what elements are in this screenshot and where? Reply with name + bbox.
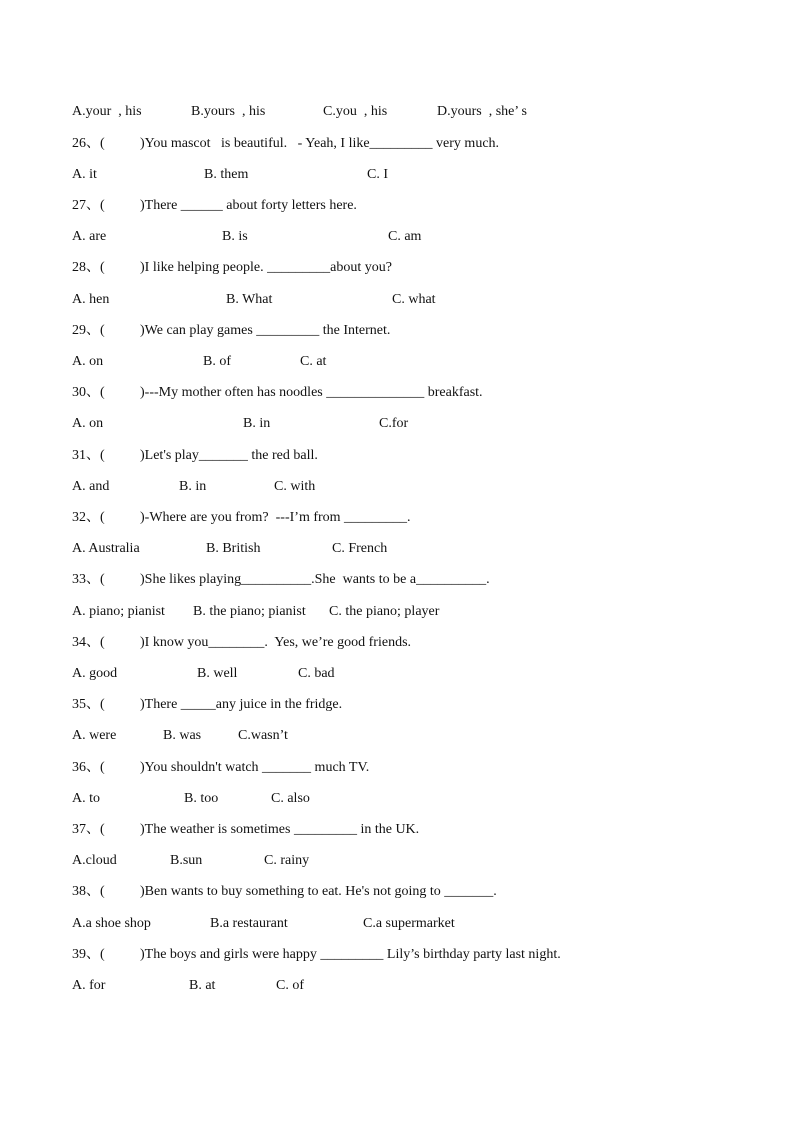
option-c: C. what bbox=[392, 292, 436, 307]
question-36 bbox=[72, 758, 370, 778]
option-c: C. of bbox=[276, 978, 304, 993]
question-number: 30、( bbox=[72, 385, 105, 400]
question-number: 39、( bbox=[72, 947, 105, 962]
question-number: 37、( bbox=[72, 822, 105, 837]
question-text: )There ______ about forty letters here. bbox=[140, 198, 357, 213]
question-39 bbox=[72, 945, 561, 965]
option-c: C. I bbox=[367, 167, 388, 182]
options-row bbox=[72, 227, 422, 247]
options-row bbox=[72, 165, 388, 185]
question-27 bbox=[72, 196, 357, 216]
question-text: )There _____any juice in the fridge. bbox=[140, 697, 343, 712]
option-a: A. to bbox=[72, 791, 100, 806]
option-a: A. on bbox=[72, 416, 104, 431]
option-c: C. also bbox=[271, 791, 310, 806]
option-b: B.yours , his bbox=[191, 104, 266, 119]
option-c: C.you , his bbox=[323, 104, 388, 119]
question-text: )I know you________. Yes, we’re good friends. bbox=[140, 635, 412, 650]
option-c: C.wasn’t bbox=[238, 728, 288, 743]
option-a: A. for bbox=[72, 978, 106, 993]
option-b: B. in bbox=[243, 416, 271, 431]
option-b: B. was bbox=[163, 728, 202, 743]
option-a: A. hen bbox=[72, 292, 110, 307]
question-text: )You mascot is beautiful. - Yeah, I like_________ very much. bbox=[140, 136, 500, 151]
question-text: )She likes playing__________.She wants to be a__________. bbox=[140, 572, 490, 587]
option-a: A. piano; pianist bbox=[72, 604, 165, 619]
option-a: A.cloud bbox=[72, 853, 117, 868]
question-text: )Let's play_______ the red ball. bbox=[140, 448, 318, 463]
question-37 bbox=[72, 820, 420, 840]
option-b: B. in bbox=[179, 479, 207, 494]
options-row bbox=[72, 539, 388, 559]
question-number: 32、( bbox=[72, 510, 105, 525]
option-b: B.sun bbox=[170, 853, 203, 868]
question-30 bbox=[72, 383, 483, 403]
option-a: A. are bbox=[72, 229, 107, 244]
options-row bbox=[72, 664, 335, 684]
question-34 bbox=[72, 633, 412, 653]
option-b: B. at bbox=[189, 978, 216, 993]
question-32 bbox=[72, 508, 411, 528]
options-row bbox=[72, 414, 409, 434]
options-row bbox=[72, 914, 455, 934]
question-35 bbox=[72, 695, 343, 715]
question-text: )We can play games _________ the Internet. bbox=[140, 323, 391, 338]
option-c: C. with bbox=[274, 479, 316, 494]
options-row bbox=[72, 290, 436, 310]
question-text: )The weather is sometimes _________ in the UK. bbox=[140, 822, 420, 837]
option-a: A.your , his bbox=[72, 104, 142, 119]
option-c: C. the piano; player bbox=[329, 604, 440, 619]
option-c: C. at bbox=[300, 354, 327, 369]
question-38 bbox=[72, 882, 497, 902]
question-31 bbox=[72, 446, 318, 466]
question-number: 33、( bbox=[72, 572, 105, 587]
question-number: 26、( bbox=[72, 136, 105, 151]
option-a: A. good bbox=[72, 666, 118, 681]
option-a: A.a shoe shop bbox=[72, 916, 151, 931]
option-a: A. Australia bbox=[72, 541, 140, 556]
question-28 bbox=[72, 258, 392, 278]
option-c: C.for bbox=[379, 416, 409, 431]
question-33 bbox=[72, 570, 490, 590]
question-text: )-Where are you from? ---I’m from _________. bbox=[140, 510, 411, 525]
question-text: )I like helping people. _________about you? bbox=[140, 260, 392, 275]
options-row bbox=[72, 602, 440, 622]
question-number: 35、( bbox=[72, 697, 105, 712]
options-row bbox=[72, 102, 527, 122]
option-b: B. the piano; pianist bbox=[193, 604, 306, 619]
options-row bbox=[72, 976, 304, 996]
options-row bbox=[72, 789, 310, 809]
question-text: )Ben wants to buy something to eat. He's not going to _______. bbox=[140, 884, 497, 899]
option-b: B.a restaurant bbox=[210, 916, 288, 931]
option-c: C. French bbox=[332, 541, 388, 556]
option-c: C.a supermarket bbox=[363, 916, 455, 931]
options-row bbox=[72, 477, 316, 497]
options-row bbox=[72, 352, 327, 372]
question-number: 29、( bbox=[72, 323, 105, 338]
question-number: 28、( bbox=[72, 260, 105, 275]
question-text: )You shouldn't watch _______ much TV. bbox=[140, 760, 370, 775]
option-b: B. them bbox=[204, 167, 249, 182]
question-text: )---My mother often has noodles ______________ breakfast. bbox=[140, 385, 483, 400]
option-b: B. is bbox=[222, 229, 248, 244]
question-number: 36、( bbox=[72, 760, 105, 775]
option-b: B. British bbox=[206, 541, 261, 556]
question-number: 27、( bbox=[72, 198, 105, 213]
options-row bbox=[72, 851, 310, 871]
option-c: C. rainy bbox=[264, 853, 310, 868]
question-number: 34、( bbox=[72, 635, 105, 650]
question-number: 38、( bbox=[72, 884, 105, 899]
option-b: B. too bbox=[184, 791, 219, 806]
option-c: C. am bbox=[388, 229, 422, 244]
question-29 bbox=[72, 321, 391, 341]
option-c: C. bad bbox=[298, 666, 335, 681]
option-a: A. and bbox=[72, 479, 110, 494]
option-d: D.yours , she’ s bbox=[437, 104, 527, 119]
option-b: B. What bbox=[226, 292, 273, 307]
question-text: )The boys and girls were happy _________ Lily’s birthday party last night. bbox=[140, 947, 561, 962]
question-number: 31、( bbox=[72, 448, 105, 463]
option-a: A. on bbox=[72, 354, 104, 369]
option-a: A. it bbox=[72, 167, 97, 182]
option-b: B. well bbox=[197, 666, 238, 681]
options-row bbox=[72, 726, 288, 746]
option-b: B. of bbox=[203, 354, 231, 369]
question-26 bbox=[72, 134, 500, 154]
option-a: A. were bbox=[72, 728, 117, 743]
